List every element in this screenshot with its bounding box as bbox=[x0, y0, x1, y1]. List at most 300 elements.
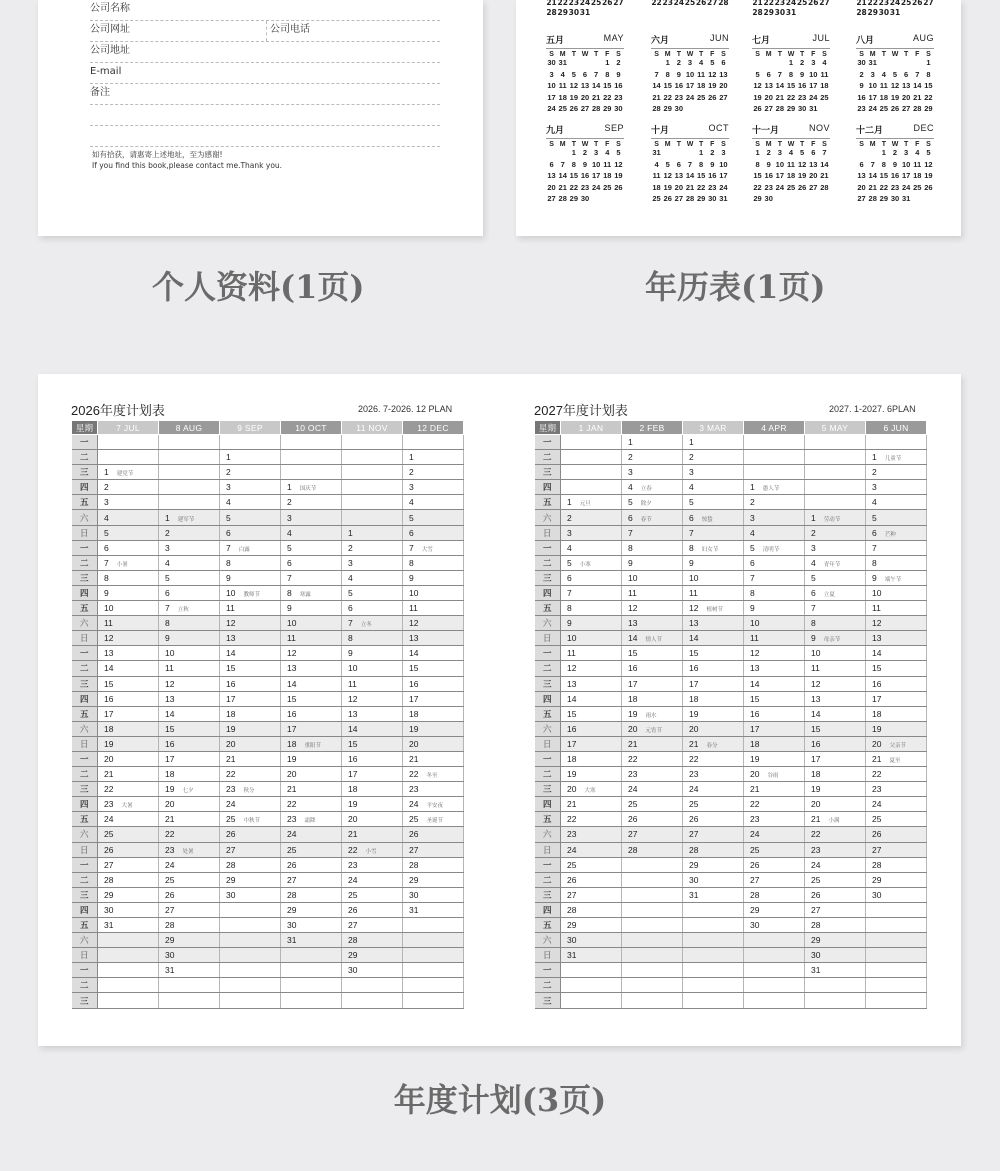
day-cell[interactable] bbox=[220, 978, 281, 993]
day-cell[interactable]: 18 bbox=[805, 767, 866, 782]
day-cell[interactable]: 13 bbox=[683, 616, 744, 631]
day-cell[interactable]: 14 bbox=[159, 706, 220, 721]
day-cell[interactable]: 23 bbox=[866, 782, 927, 797]
day-cell[interactable]: 16 bbox=[805, 736, 866, 751]
day-cell[interactable]: 20 元宵节 bbox=[622, 721, 683, 736]
day-cell[interactable]: 28 bbox=[220, 857, 281, 872]
day-cell[interactable] bbox=[342, 465, 403, 480]
day-cell[interactable]: 10 bbox=[98, 601, 159, 616]
day-cell[interactable] bbox=[805, 495, 866, 510]
day-cell[interactable]: 12 bbox=[342, 691, 403, 706]
day-cell[interactable]: 14 bbox=[403, 646, 464, 661]
day-cell[interactable]: 15 bbox=[342, 736, 403, 751]
day-cell[interactable]: 30 bbox=[98, 902, 159, 917]
day-cell[interactable]: 1 劳动节 bbox=[805, 510, 866, 525]
day-cell[interactable]: 9 bbox=[744, 601, 805, 616]
day-cell[interactable]: 11 bbox=[98, 616, 159, 631]
day-cell[interactable] bbox=[744, 465, 805, 480]
day-cell[interactable]: 6 立夏 bbox=[805, 585, 866, 600]
day-cell[interactable]: 1 建军节 bbox=[159, 510, 220, 525]
day-cell[interactable]: 8 bbox=[342, 631, 403, 646]
day-cell[interactable]: 20 bbox=[403, 736, 464, 751]
day-cell[interactable]: 16 bbox=[98, 691, 159, 706]
day-cell[interactable]: 22 小雪 bbox=[342, 842, 403, 857]
day-cell[interactable]: 27 bbox=[159, 902, 220, 917]
day-cell[interactable]: 19 bbox=[281, 751, 342, 766]
day-cell[interactable]: 22 bbox=[744, 797, 805, 812]
day-cell[interactable]: 5 小寒 bbox=[561, 555, 622, 570]
day-cell[interactable] bbox=[220, 963, 281, 978]
day-cell[interactable]: 31 bbox=[403, 902, 464, 917]
day-cell[interactable]: 20 bbox=[98, 751, 159, 766]
day-cell[interactable]: 8 寒露 bbox=[281, 585, 342, 600]
day-cell[interactable]: 29 bbox=[342, 948, 403, 963]
day-cell[interactable]: 31 bbox=[281, 933, 342, 948]
day-cell[interactable]: 6 bbox=[403, 525, 464, 540]
day-cell[interactable]: 28 bbox=[866, 857, 927, 872]
day-cell[interactable] bbox=[866, 993, 927, 1008]
day-cell[interactable]: 22 bbox=[622, 751, 683, 766]
day-cell[interactable]: 4 立春 bbox=[622, 480, 683, 495]
day-cell[interactable]: 29 bbox=[159, 933, 220, 948]
day-cell[interactable] bbox=[220, 918, 281, 933]
day-cell[interactable]: 3 bbox=[281, 510, 342, 525]
day-cell[interactable]: 23 bbox=[403, 782, 464, 797]
day-cell[interactable]: 11 bbox=[683, 585, 744, 600]
day-cell[interactable]: 8 bbox=[622, 540, 683, 555]
day-cell[interactable] bbox=[561, 993, 622, 1008]
day-cell[interactable]: 14 bbox=[98, 661, 159, 676]
day-cell[interactable]: 2 bbox=[403, 465, 464, 480]
day-cell[interactable]: 4 bbox=[342, 570, 403, 585]
day-cell[interactable]: 16 bbox=[220, 676, 281, 691]
day-cell[interactable]: 28 bbox=[281, 887, 342, 902]
day-cell[interactable]: 5 bbox=[281, 540, 342, 555]
day-cell[interactable]: 26 bbox=[622, 812, 683, 827]
day-cell[interactable]: 21 bbox=[403, 751, 464, 766]
day-cell[interactable] bbox=[281, 993, 342, 1008]
day-cell[interactable]: 19 bbox=[342, 797, 403, 812]
day-cell[interactable]: 25 bbox=[805, 872, 866, 887]
day-cell[interactable]: 6 bbox=[744, 555, 805, 570]
day-cell[interactable]: 11 bbox=[744, 631, 805, 646]
day-cell[interactable]: 15 bbox=[403, 661, 464, 676]
day-cell[interactable]: 10 bbox=[403, 585, 464, 600]
day-cell[interactable]: 29 bbox=[561, 918, 622, 933]
day-cell[interactable] bbox=[98, 963, 159, 978]
day-cell[interactable]: 15 bbox=[281, 691, 342, 706]
day-cell[interactable]: 11 bbox=[403, 601, 464, 616]
day-cell[interactable]: 18 bbox=[403, 706, 464, 721]
day-cell[interactable]: 13 bbox=[561, 676, 622, 691]
day-cell[interactable]: 12 bbox=[220, 616, 281, 631]
day-cell[interactable]: 12 bbox=[159, 676, 220, 691]
day-cell[interactable] bbox=[403, 918, 464, 933]
day-cell[interactable]: 6 bbox=[220, 525, 281, 540]
day-cell[interactable]: 26 bbox=[744, 857, 805, 872]
day-cell[interactable]: 15 bbox=[683, 646, 744, 661]
day-cell[interactable]: 21 夏至 bbox=[866, 751, 927, 766]
day-cell[interactable]: 24 bbox=[866, 797, 927, 812]
day-cell[interactable]: 19 七夕 bbox=[159, 782, 220, 797]
day-cell[interactable] bbox=[683, 933, 744, 948]
day-cell[interactable] bbox=[342, 480, 403, 495]
day-cell[interactable]: 9 端午节 bbox=[866, 570, 927, 585]
day-cell[interactable]: 7 bbox=[744, 570, 805, 585]
day-cell[interactable]: 20 bbox=[342, 812, 403, 827]
day-cell[interactable]: 15 bbox=[98, 676, 159, 691]
day-cell[interactable]: 16 bbox=[159, 736, 220, 751]
day-cell[interactable]: 7 bbox=[561, 585, 622, 600]
day-cell[interactable]: 5 bbox=[403, 510, 464, 525]
day-cell[interactable]: 2 bbox=[159, 525, 220, 540]
day-cell[interactable]: 24 bbox=[220, 797, 281, 812]
day-cell[interactable]: 12 植树节 bbox=[683, 601, 744, 616]
day-cell[interactable]: 4 bbox=[561, 540, 622, 555]
day-cell[interactable]: 3 bbox=[866, 480, 927, 495]
day-cell[interactable]: 25 圣诞节 bbox=[403, 812, 464, 827]
day-cell[interactable]: 24 bbox=[744, 827, 805, 842]
day-cell[interactable]: 22 冬至 bbox=[403, 767, 464, 782]
day-cell[interactable]: 5 bbox=[159, 570, 220, 585]
day-cell[interactable]: 3 bbox=[683, 465, 744, 480]
day-cell[interactable] bbox=[159, 495, 220, 510]
day-cell[interactable] bbox=[403, 978, 464, 993]
day-cell[interactable]: 27 bbox=[98, 857, 159, 872]
day-cell[interactable]: 12 bbox=[561, 661, 622, 676]
day-cell[interactable]: 15 bbox=[744, 691, 805, 706]
day-cell[interactable] bbox=[98, 933, 159, 948]
day-cell[interactable]: 13 bbox=[866, 631, 927, 646]
day-cell[interactable] bbox=[866, 435, 927, 450]
day-cell[interactable] bbox=[622, 887, 683, 902]
day-cell[interactable]: 28 bbox=[159, 918, 220, 933]
day-cell[interactable]: 14 bbox=[805, 706, 866, 721]
day-cell[interactable]: 17 bbox=[622, 676, 683, 691]
day-cell[interactable]: 11 bbox=[281, 631, 342, 646]
day-cell[interactable]: 6 bbox=[561, 570, 622, 585]
day-cell[interactable] bbox=[342, 435, 403, 450]
day-cell[interactable]: 11 bbox=[866, 601, 927, 616]
day-cell[interactable]: 21 春分 bbox=[683, 736, 744, 751]
day-cell[interactable]: 2 bbox=[805, 525, 866, 540]
day-cell[interactable]: 1 bbox=[342, 525, 403, 540]
day-cell[interactable]: 18 bbox=[866, 706, 927, 721]
day-cell[interactable]: 16 bbox=[744, 706, 805, 721]
day-cell[interactable]: 28 bbox=[622, 842, 683, 857]
day-cell[interactable]: 23 bbox=[622, 767, 683, 782]
day-cell[interactable]: 6 春节 bbox=[622, 510, 683, 525]
day-cell[interactable]: 28 bbox=[403, 857, 464, 872]
day-cell[interactable]: 26 bbox=[220, 827, 281, 842]
day-cell[interactable]: 21 bbox=[622, 736, 683, 751]
day-cell[interactable]: 4 bbox=[744, 525, 805, 540]
day-cell[interactable] bbox=[744, 993, 805, 1008]
day-cell[interactable]: 31 bbox=[98, 918, 159, 933]
day-cell[interactable] bbox=[744, 978, 805, 993]
day-cell[interactable]: 11 bbox=[220, 601, 281, 616]
day-cell[interactable]: 1 bbox=[622, 435, 683, 450]
day-cell[interactable] bbox=[744, 435, 805, 450]
day-cell[interactable]: 26 bbox=[342, 902, 403, 917]
day-cell[interactable]: 14 bbox=[220, 646, 281, 661]
day-cell[interactable] bbox=[98, 435, 159, 450]
day-cell[interactable]: 1 愚人节 bbox=[744, 480, 805, 495]
day-cell[interactable] bbox=[805, 480, 866, 495]
day-cell[interactable]: 7 白露 bbox=[220, 540, 281, 555]
day-cell[interactable]: 18 bbox=[159, 767, 220, 782]
day-cell[interactable]: 22 bbox=[159, 827, 220, 842]
day-cell[interactable]: 18 bbox=[683, 691, 744, 706]
day-cell[interactable] bbox=[159, 993, 220, 1008]
day-cell[interactable]: 25 中秋节 bbox=[220, 812, 281, 827]
day-cell[interactable] bbox=[159, 978, 220, 993]
day-cell[interactable] bbox=[403, 963, 464, 978]
day-cell[interactable] bbox=[281, 948, 342, 963]
day-cell[interactable]: 4 bbox=[403, 495, 464, 510]
day-cell[interactable]: 18 bbox=[98, 721, 159, 736]
day-cell[interactable] bbox=[342, 510, 403, 525]
day-cell[interactable] bbox=[403, 933, 464, 948]
day-cell[interactable]: 25 bbox=[561, 857, 622, 872]
day-cell[interactable]: 23 bbox=[683, 767, 744, 782]
day-cell[interactable] bbox=[342, 978, 403, 993]
day-cell[interactable]: 19 bbox=[866, 721, 927, 736]
day-cell[interactable]: 25 bbox=[744, 842, 805, 857]
day-cell[interactable]: 29 bbox=[281, 902, 342, 917]
day-cell[interactable]: 21 bbox=[561, 797, 622, 812]
day-cell[interactable]: 24 bbox=[159, 857, 220, 872]
day-cell[interactable]: 2 bbox=[561, 510, 622, 525]
day-cell[interactable]: 2 bbox=[683, 450, 744, 465]
day-cell[interactable]: 5 bbox=[866, 510, 927, 525]
day-cell[interactable]: 3 bbox=[622, 465, 683, 480]
day-cell[interactable]: 17 bbox=[805, 751, 866, 766]
day-cell[interactable]: 14 情人节 bbox=[622, 631, 683, 646]
day-cell[interactable]: 25 bbox=[342, 887, 403, 902]
day-cell[interactable]: 1 建党节 bbox=[98, 465, 159, 480]
day-cell[interactable]: 25 bbox=[159, 872, 220, 887]
day-cell[interactable]: 14 bbox=[342, 721, 403, 736]
day-cell[interactable]: 30 bbox=[159, 948, 220, 963]
day-cell[interactable]: 27 bbox=[220, 842, 281, 857]
day-cell[interactable]: 8 bbox=[866, 555, 927, 570]
day-cell[interactable]: 2 bbox=[281, 495, 342, 510]
day-cell[interactable]: 19 雨水 bbox=[622, 706, 683, 721]
day-cell[interactable] bbox=[622, 978, 683, 993]
day-cell[interactable]: 4 bbox=[683, 480, 744, 495]
day-cell[interactable]: 23 处暑 bbox=[159, 842, 220, 857]
day-cell[interactable]: 30 bbox=[805, 948, 866, 963]
day-cell[interactable]: 26 bbox=[561, 872, 622, 887]
day-cell[interactable]: 7 bbox=[866, 540, 927, 555]
day-cell[interactable]: 12 bbox=[805, 676, 866, 691]
day-cell[interactable]: 24 bbox=[561, 842, 622, 857]
day-cell[interactable]: 23 bbox=[805, 842, 866, 857]
day-cell[interactable]: 2 bbox=[98, 480, 159, 495]
day-cell[interactable] bbox=[866, 948, 927, 963]
day-cell[interactable]: 15 bbox=[866, 661, 927, 676]
day-cell[interactable]: 26 bbox=[281, 857, 342, 872]
day-cell[interactable]: 5 除夕 bbox=[622, 495, 683, 510]
day-cell[interactable]: 20 bbox=[805, 797, 866, 812]
day-cell[interactable]: 26 bbox=[98, 842, 159, 857]
day-cell[interactable] bbox=[622, 857, 683, 872]
day-cell[interactable]: 9 bbox=[281, 601, 342, 616]
day-cell[interactable]: 5 bbox=[220, 510, 281, 525]
day-cell[interactable]: 10 bbox=[281, 616, 342, 631]
day-cell[interactable]: 7 立秋 bbox=[159, 601, 220, 616]
day-cell[interactable]: 25 bbox=[683, 797, 744, 812]
day-cell[interactable]: 5 清明节 bbox=[744, 540, 805, 555]
day-cell[interactable]: 19 bbox=[561, 767, 622, 782]
day-cell[interactable]: 25 bbox=[866, 812, 927, 827]
day-cell[interactable]: 16 bbox=[281, 706, 342, 721]
day-cell[interactable] bbox=[281, 450, 342, 465]
day-cell[interactable]: 11 bbox=[561, 646, 622, 661]
day-cell[interactable]: 10 bbox=[683, 570, 744, 585]
day-cell[interactable]: 12 bbox=[403, 616, 464, 631]
day-cell[interactable] bbox=[220, 948, 281, 963]
day-cell[interactable] bbox=[403, 948, 464, 963]
day-cell[interactable]: 16 bbox=[622, 661, 683, 676]
day-cell[interactable]: 17 bbox=[281, 721, 342, 736]
day-cell[interactable] bbox=[281, 435, 342, 450]
day-cell[interactable] bbox=[683, 993, 744, 1008]
day-cell[interactable]: 7 小暑 bbox=[98, 555, 159, 570]
day-cell[interactable]: 28 bbox=[683, 842, 744, 857]
day-cell[interactable] bbox=[744, 450, 805, 465]
day-cell[interactable]: 2 bbox=[622, 450, 683, 465]
day-cell[interactable]: 30 bbox=[342, 963, 403, 978]
day-cell[interactable]: 21 bbox=[744, 782, 805, 797]
day-cell[interactable]: 16 bbox=[683, 661, 744, 676]
day-cell[interactable]: 21 bbox=[159, 812, 220, 827]
day-cell[interactable]: 8 bbox=[159, 616, 220, 631]
day-cell[interactable]: 12 bbox=[744, 646, 805, 661]
day-cell[interactable]: 23 bbox=[342, 857, 403, 872]
day-cell[interactable]: 5 bbox=[98, 525, 159, 540]
day-cell[interactable]: 15 bbox=[220, 661, 281, 676]
day-cell[interactable]: 18 bbox=[561, 751, 622, 766]
day-cell[interactable]: 3 bbox=[159, 540, 220, 555]
day-cell[interactable]: 24 bbox=[805, 857, 866, 872]
day-cell[interactable]: 13 bbox=[159, 691, 220, 706]
day-cell[interactable]: 31 bbox=[159, 963, 220, 978]
day-cell[interactable]: 21 小满 bbox=[805, 812, 866, 827]
day-cell[interactable]: 1 儿童节 bbox=[866, 450, 927, 465]
day-cell[interactable]: 5 bbox=[805, 570, 866, 585]
day-cell[interactable]: 18 bbox=[220, 706, 281, 721]
day-cell[interactable]: 21 bbox=[342, 827, 403, 842]
day-cell[interactable] bbox=[683, 963, 744, 978]
day-cell[interactable]: 26 bbox=[866, 827, 927, 842]
day-cell[interactable]: 11 bbox=[159, 661, 220, 676]
day-cell[interactable]: 8 bbox=[744, 585, 805, 600]
day-cell[interactable]: 7 立冬 bbox=[342, 616, 403, 631]
day-cell[interactable]: 17 bbox=[683, 676, 744, 691]
day-cell[interactable] bbox=[342, 495, 403, 510]
day-cell[interactable]: 24 bbox=[98, 812, 159, 827]
day-cell[interactable]: 20 bbox=[159, 797, 220, 812]
day-cell[interactable]: 28 bbox=[98, 872, 159, 887]
day-cell[interactable] bbox=[220, 933, 281, 948]
day-cell[interactable] bbox=[744, 963, 805, 978]
day-cell[interactable] bbox=[159, 450, 220, 465]
day-cell[interactable]: 30 bbox=[403, 887, 464, 902]
day-cell[interactable]: 2 bbox=[744, 495, 805, 510]
day-cell[interactable]: 4 bbox=[866, 495, 927, 510]
day-cell[interactable] bbox=[683, 902, 744, 917]
day-cell[interactable]: 17 bbox=[98, 706, 159, 721]
day-cell[interactable]: 28 bbox=[561, 902, 622, 917]
day-cell[interactable]: 10 bbox=[561, 631, 622, 646]
day-cell[interactable] bbox=[281, 978, 342, 993]
day-cell[interactable]: 30 bbox=[744, 918, 805, 933]
day-cell[interactable]: 19 bbox=[403, 721, 464, 736]
day-cell[interactable]: 23 bbox=[561, 827, 622, 842]
day-cell[interactable]: 7 bbox=[683, 525, 744, 540]
day-cell[interactable] bbox=[622, 872, 683, 887]
day-cell[interactable]: 30 bbox=[220, 887, 281, 902]
day-cell[interactable]: 5 bbox=[342, 585, 403, 600]
day-cell[interactable]: 31 bbox=[561, 948, 622, 963]
day-cell[interactable]: 5 bbox=[683, 495, 744, 510]
day-cell[interactable]: 27 bbox=[403, 842, 464, 857]
day-cell[interactable]: 18 bbox=[622, 691, 683, 706]
day-cell[interactable]: 31 bbox=[805, 963, 866, 978]
day-cell[interactable]: 20 bbox=[683, 721, 744, 736]
day-cell[interactable] bbox=[220, 902, 281, 917]
day-cell[interactable] bbox=[805, 465, 866, 480]
day-cell[interactable]: 16 bbox=[403, 676, 464, 691]
day-cell[interactable]: 23 bbox=[744, 812, 805, 827]
day-cell[interactable]: 24 bbox=[683, 782, 744, 797]
day-cell[interactable] bbox=[98, 993, 159, 1008]
day-cell[interactable]: 16 bbox=[342, 751, 403, 766]
day-cell[interactable]: 3 bbox=[220, 480, 281, 495]
day-cell[interactable]: 27 bbox=[622, 827, 683, 842]
day-cell[interactable]: 29 bbox=[683, 857, 744, 872]
day-cell[interactable]: 20 bbox=[281, 767, 342, 782]
day-cell[interactable]: 15 bbox=[622, 646, 683, 661]
day-cell[interactable]: 2 bbox=[220, 465, 281, 480]
day-cell[interactable]: 13 bbox=[220, 631, 281, 646]
day-cell[interactable]: 9 bbox=[622, 555, 683, 570]
day-cell[interactable]: 28 bbox=[805, 918, 866, 933]
day-cell[interactable]: 1 bbox=[683, 435, 744, 450]
day-cell[interactable]: 1 bbox=[403, 450, 464, 465]
day-cell[interactable]: 22 bbox=[683, 751, 744, 766]
day-cell[interactable]: 3 bbox=[98, 495, 159, 510]
day-cell[interactable]: 15 bbox=[159, 721, 220, 736]
day-cell[interactable]: 14 bbox=[744, 676, 805, 691]
day-cell[interactable] bbox=[159, 465, 220, 480]
day-cell[interactable]: 18 bbox=[744, 736, 805, 751]
day-cell[interactable]: 26 bbox=[159, 887, 220, 902]
day-cell[interactable] bbox=[805, 993, 866, 1008]
day-cell[interactable]: 27 bbox=[744, 872, 805, 887]
day-cell[interactable]: 10 bbox=[744, 616, 805, 631]
day-cell[interactable]: 4 青年节 bbox=[805, 555, 866, 570]
day-cell[interactable] bbox=[98, 450, 159, 465]
day-cell[interactable] bbox=[561, 963, 622, 978]
day-cell[interactable]: 8 bbox=[403, 555, 464, 570]
day-cell[interactable] bbox=[403, 435, 464, 450]
day-cell[interactable]: 14 bbox=[866, 646, 927, 661]
day-cell[interactable]: 21 bbox=[220, 751, 281, 766]
day-cell[interactable] bbox=[866, 963, 927, 978]
